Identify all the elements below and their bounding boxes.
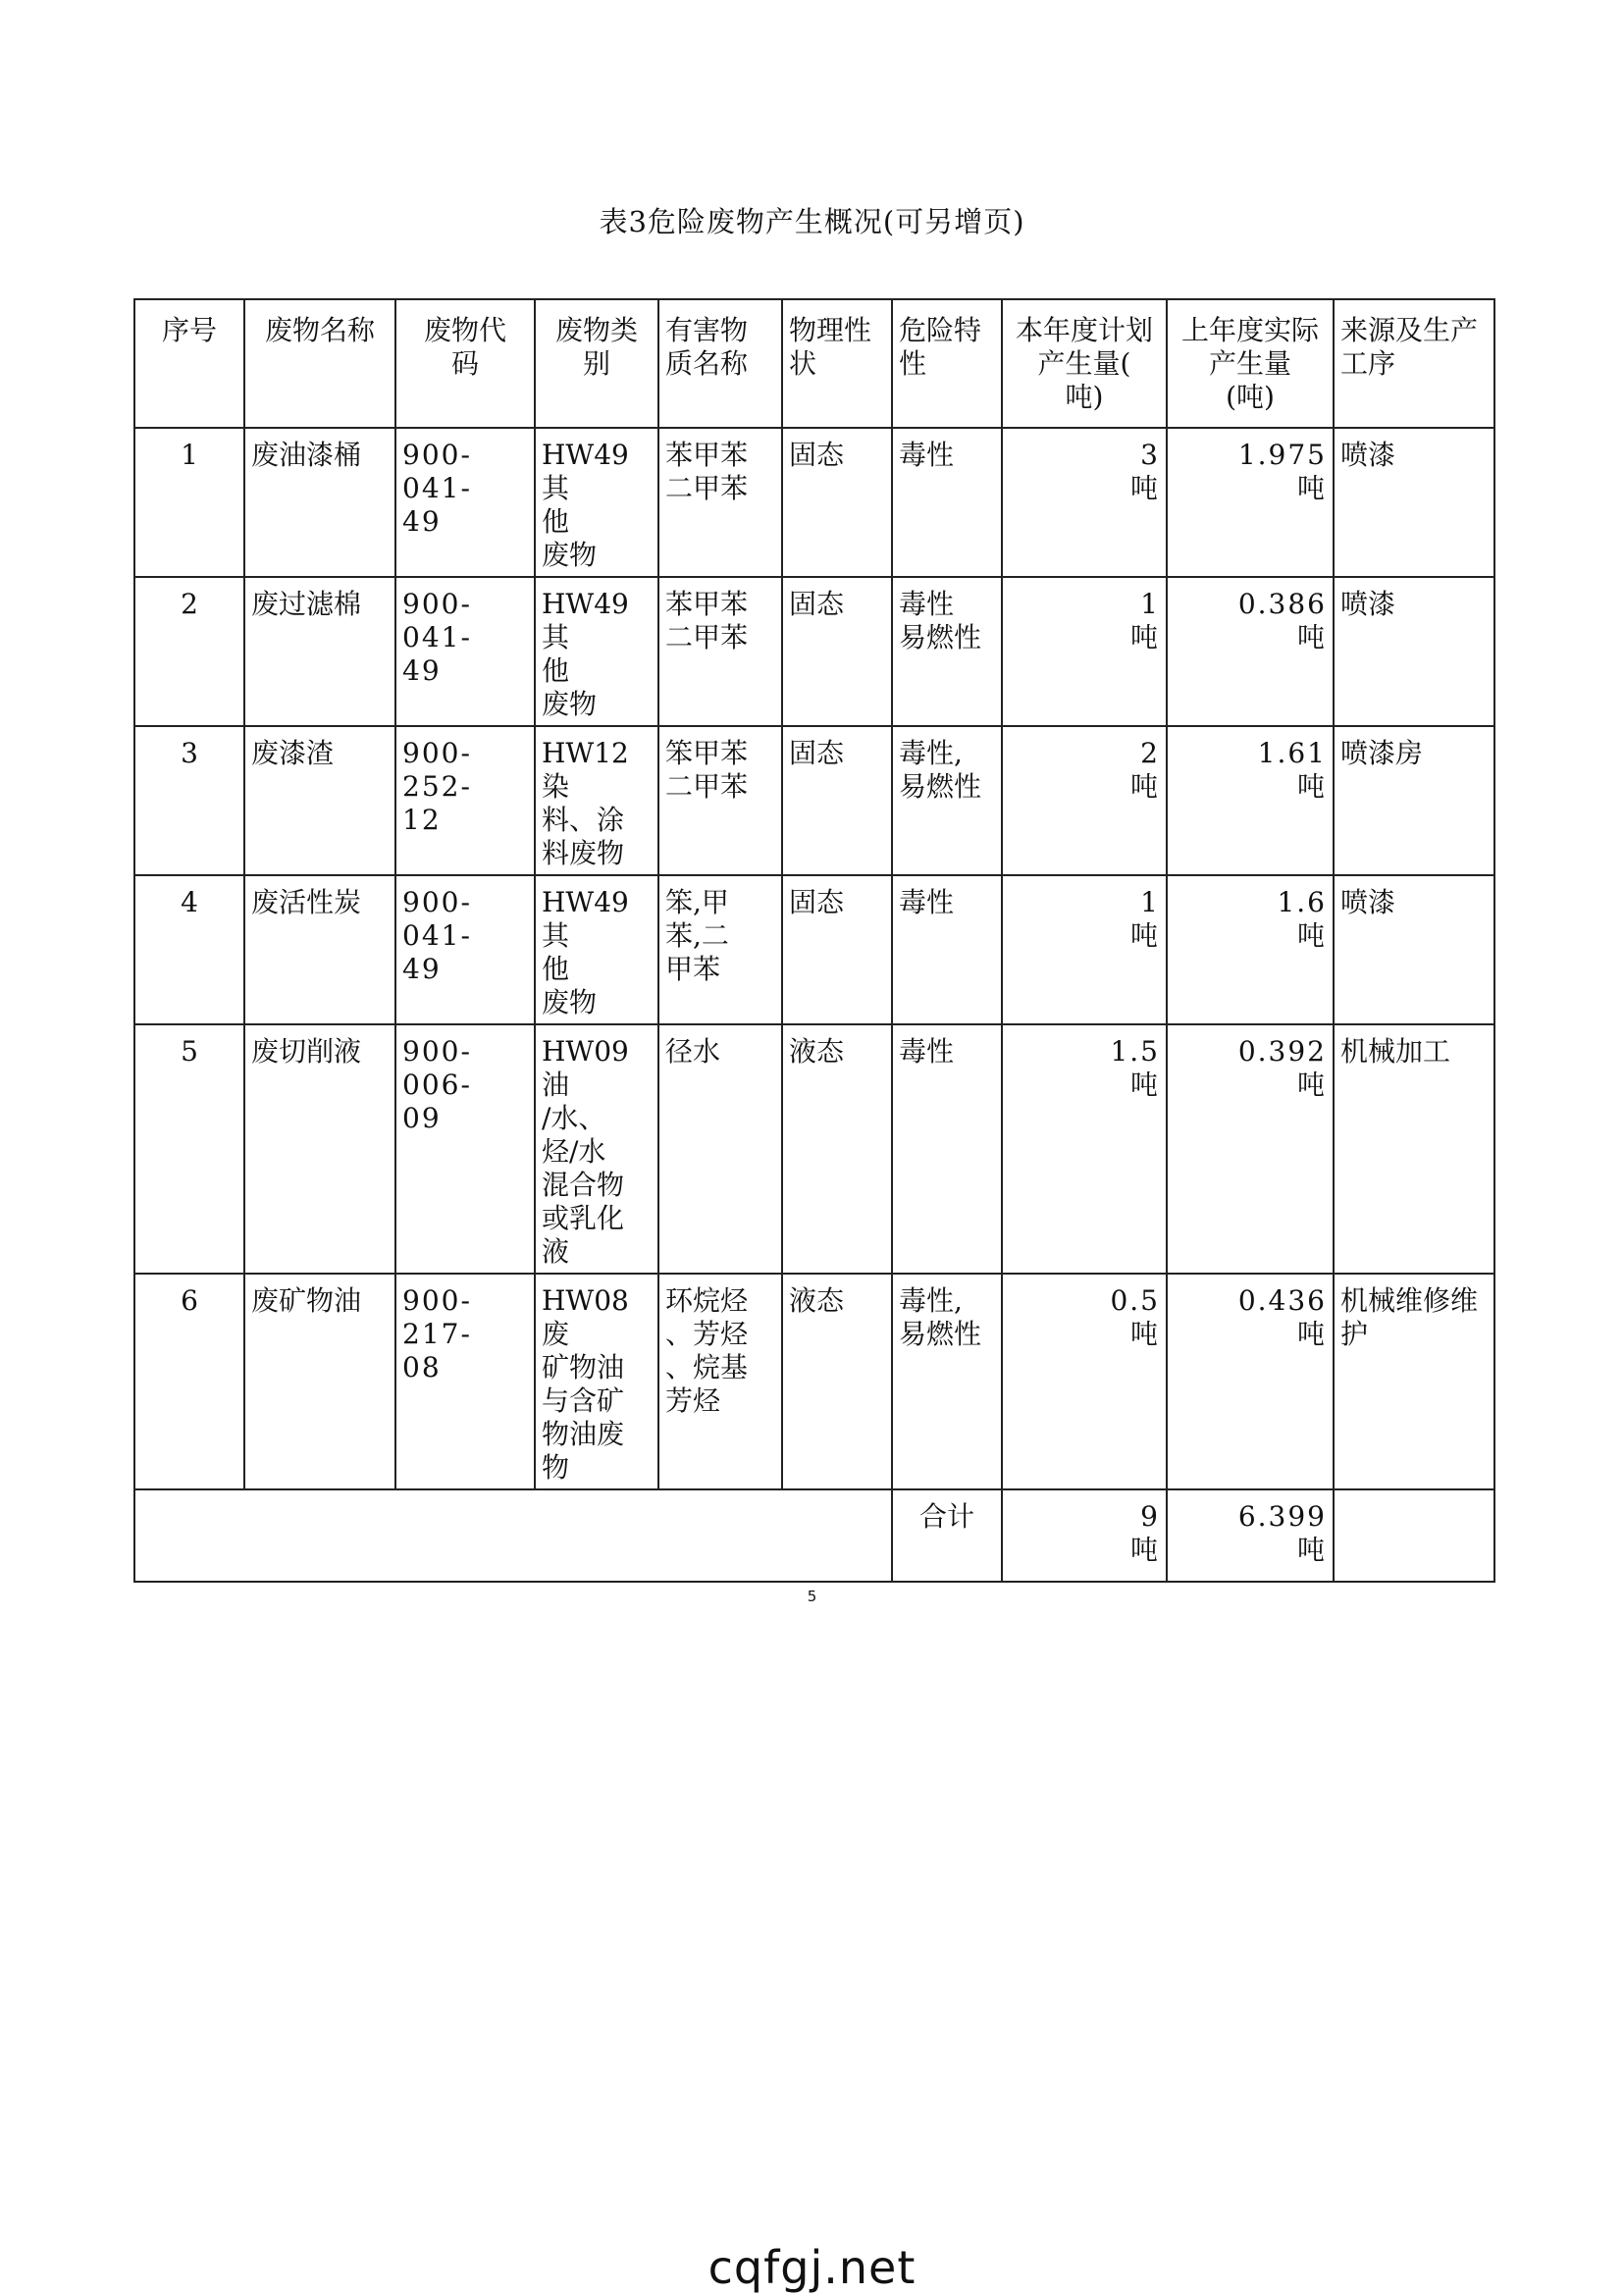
cell-substance: 径水	[658, 1024, 782, 1274]
cell-substance: 笨甲苯 二甲苯	[658, 726, 782, 875]
cell-source: 喷漆	[1334, 875, 1494, 1024]
header-cell: 废物代 码	[395, 299, 535, 428]
total-source-blank	[1334, 1489, 1494, 1582]
cell-category: HW49其 他 废物	[535, 875, 658, 1024]
header-cell: 序号	[134, 299, 244, 428]
cell-hazard: 毒性, 易燃性	[892, 1274, 1002, 1489]
cell-no: 2	[134, 577, 244, 726]
cell-name: 废矿物油	[244, 1274, 395, 1489]
hazardous-waste-table	[133, 298, 1495, 1583]
cell-source: 喷漆	[1334, 577, 1494, 726]
cell-code: 900-041- 49	[395, 428, 535, 577]
cell-planned: 1.5 吨	[1002, 1024, 1167, 1274]
total-label: 合计	[892, 1489, 1002, 1582]
cell-name: 废油漆桶	[244, 428, 395, 577]
cell-state: 液态	[782, 1274, 892, 1489]
cell-name: 废活性炭	[244, 875, 395, 1024]
cell-no: 3	[134, 726, 244, 875]
cell-actual: 0.436 吨	[1167, 1274, 1334, 1489]
cell-code: 900-252- 12	[395, 726, 535, 875]
table-row	[134, 428, 1494, 577]
cell-actual: 1.6 吨	[1167, 875, 1334, 1024]
header-cell: 来源及生产 工序	[1334, 299, 1494, 428]
table-row	[134, 577, 1494, 726]
cell-planned: 1 吨	[1002, 875, 1167, 1024]
cell-no: 4	[134, 875, 244, 1024]
cell-category: HW09油 /水、 烃/水 混合物 或乳化 液	[535, 1024, 658, 1274]
table-row	[134, 1024, 1494, 1274]
cell-category: HW12染 料、涂 料废物	[535, 726, 658, 875]
cell-planned: 2 吨	[1002, 726, 1167, 875]
total-blank	[134, 1489, 892, 1582]
cell-category: HW49其 他 废物	[535, 428, 658, 577]
cell-state: 固态	[782, 428, 892, 577]
table-title: 表3危险废物产生概况(可另增页)	[599, 205, 1025, 238]
page-number: 5	[807, 1588, 817, 1605]
cell-actual: 0.392 吨	[1167, 1024, 1334, 1274]
cell-planned: 1 吨	[1002, 577, 1167, 726]
table-header-row	[134, 299, 1494, 428]
header-cell: 危险特 性	[892, 299, 1002, 428]
cell-actual: 1.975 吨	[1167, 428, 1334, 577]
cell-hazard: 毒性 易燃性	[892, 577, 1002, 726]
cell-category: HW49其 他 废物	[535, 577, 658, 726]
cell-name: 废漆渣	[244, 726, 395, 875]
cell-category: HW08废 矿物油 与含矿 物油废 物	[535, 1274, 658, 1489]
cell-code: 900-041- 49	[395, 577, 535, 726]
cell-name: 废过滤棉	[244, 577, 395, 726]
cell-hazard: 毒性	[892, 428, 1002, 577]
header-cell: 废物类 别	[535, 299, 658, 428]
cell-planned: 0.5 吨	[1002, 1274, 1167, 1489]
cell-no: 1	[134, 428, 244, 577]
cell-substance: 环烷烃 、芳烃 、烷基 芳烃	[658, 1274, 782, 1489]
cell-actual: 0.386 吨	[1167, 577, 1334, 726]
header-cell: 上年度实际 产生量 (吨)	[1167, 299, 1334, 428]
cell-source: 机械维修维 护	[1334, 1274, 1494, 1489]
total-actual: 6.399 吨	[1167, 1489, 1334, 1582]
header-cell: 本年度计划 产生量( 吨)	[1002, 299, 1167, 428]
cell-source: 机械加工	[1334, 1024, 1494, 1274]
cell-code: 900-006- 09	[395, 1024, 535, 1274]
cell-state: 固态	[782, 577, 892, 726]
cell-state: 液态	[782, 1024, 892, 1274]
cell-source: 喷漆房	[1334, 726, 1494, 875]
cell-no: 6	[134, 1274, 244, 1489]
cell-code: 900-041- 49	[395, 875, 535, 1024]
table-row	[134, 1274, 1494, 1489]
cell-hazard: 毒性	[892, 875, 1002, 1024]
cell-planned: 3 吨	[1002, 428, 1167, 577]
cell-state: 固态	[782, 726, 892, 875]
header-cell: 废物名称	[244, 299, 395, 428]
cell-substance: 苯甲苯 二甲苯	[658, 577, 782, 726]
cell-substance: 苯甲苯 二甲苯	[658, 428, 782, 577]
cell-no: 5	[134, 1024, 244, 1274]
total-planned: 9 吨	[1002, 1489, 1167, 1582]
cell-state: 固态	[782, 875, 892, 1024]
cell-source: 喷漆	[1334, 428, 1494, 577]
table-row	[134, 875, 1494, 1024]
cell-hazard: 毒性, 易燃性	[892, 726, 1002, 875]
cell-code: 900-217- 08	[395, 1274, 535, 1489]
cell-actual: 1.61 吨	[1167, 726, 1334, 875]
table-row	[134, 726, 1494, 875]
site-watermark: cqfgj.net	[707, 2241, 917, 2294]
cell-hazard: 毒性	[892, 1024, 1002, 1274]
header-cell: 有害物 质名称	[658, 299, 782, 428]
header-cell: 物理性 状	[782, 299, 892, 428]
cell-name: 废切削液	[244, 1024, 395, 1274]
total-row	[134, 1489, 1494, 1582]
cell-substance: 笨,甲 苯,二 甲苯	[658, 875, 782, 1024]
